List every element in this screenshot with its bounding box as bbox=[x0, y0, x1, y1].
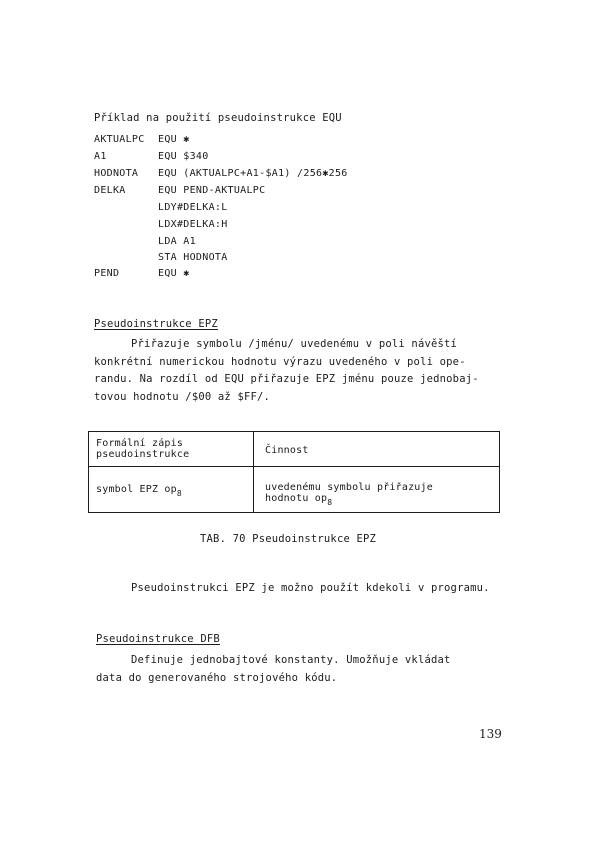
code-operand: EQU ✱ bbox=[158, 134, 190, 145]
table-cell-col1 bbox=[96, 484, 182, 498]
code-operand: LDY#DELKA:L bbox=[158, 202, 228, 213]
paragraph-line: randu. Na rozdíl od EQU přiřazuje EPZ jménu pouze jednobaj- bbox=[94, 373, 479, 385]
table-row-divider bbox=[89, 466, 499, 467]
header-line: pseudoinstrukce bbox=[96, 449, 190, 460]
subscript: 8 bbox=[327, 498, 333, 507]
paragraph-line: Přiřazuje symbolu /jménu/ uvedenému v poli návěští bbox=[131, 338, 458, 350]
header-line: Formální zápis bbox=[96, 438, 184, 449]
cell-text: hodnotu op bbox=[265, 493, 328, 504]
code-operand: LDA A1 bbox=[158, 236, 196, 247]
section-heading-epz: Pseudoinstrukce EPZ bbox=[94, 318, 218, 330]
code-operand: EQU (AKTUALPC+A1-$A1) /256✱256 bbox=[158, 168, 348, 179]
code-label: DELKA bbox=[94, 185, 126, 196]
code-label: A1 bbox=[94, 151, 107, 162]
paragraph-line: Definuje jednobajtové konstanty. Umožňuje vkládat bbox=[131, 654, 451, 666]
code-operand: EQU PEND-AKTUALPC bbox=[158, 185, 266, 196]
code-operand: STA HODNOTA bbox=[158, 252, 228, 263]
paragraph-line: data do generovaného strojového kódu. bbox=[96, 672, 338, 684]
page-number: 139 bbox=[479, 727, 502, 741]
example-title: Příklad na použití pseudoinstrukce EQU bbox=[94, 112, 342, 124]
epz-table bbox=[88, 431, 500, 513]
table-cell-col2 bbox=[265, 482, 433, 507]
paragraph-line: tovou hodnotu /$00 až $FF/. bbox=[94, 391, 271, 403]
code-label: HODNOTA bbox=[94, 168, 139, 179]
section-heading-dfb: Pseudoinstrukce DFB bbox=[96, 633, 220, 645]
code-operand: EQU ✱ bbox=[158, 268, 190, 279]
cell-text: uvedenému symbolu přiřazuje bbox=[265, 482, 433, 493]
table-header-col1 bbox=[96, 438, 189, 460]
table-caption: TAB. 70 Pseudoinstrukce EPZ bbox=[200, 533, 377, 545]
code-operand: EQU $340 bbox=[158, 151, 209, 162]
paragraph-line: konkrétní numerickou hodnotu výrazu uvedeného v poli ope- bbox=[94, 356, 466, 368]
code-label: PEND bbox=[94, 268, 120, 279]
table-header-col2: Činnost bbox=[265, 445, 309, 456]
table-column-divider bbox=[253, 432, 254, 512]
epz-usage-text: Pseudoinstrukci EPZ je možno použít kdekoli v programu. bbox=[131, 582, 490, 594]
cell-text: symbol EPZ op bbox=[96, 484, 177, 495]
subscript: 8 bbox=[176, 489, 182, 498]
code-operand: LDX#DELKA:H bbox=[158, 219, 228, 230]
code-label: AKTUALPC bbox=[94, 134, 145, 145]
